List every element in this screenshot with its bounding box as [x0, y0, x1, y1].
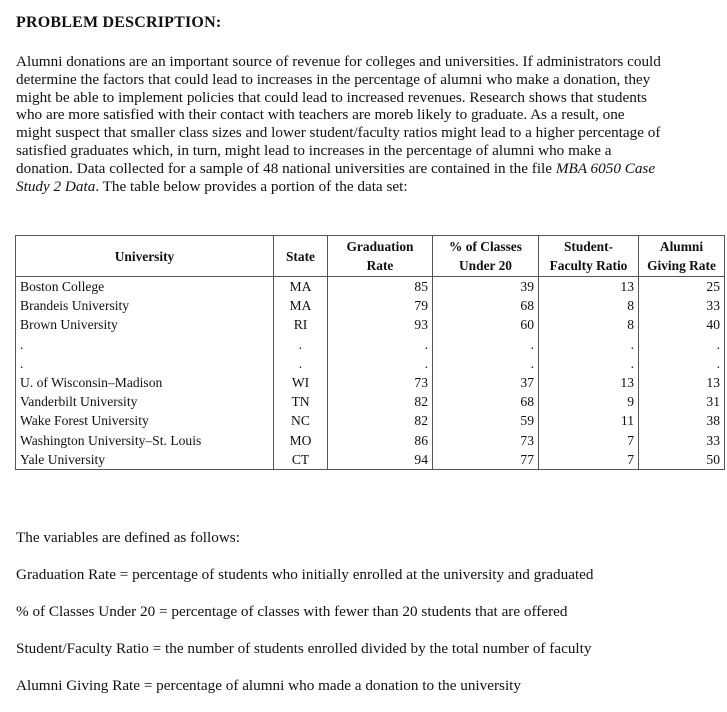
- cell-classes-under-20: 68: [433, 296, 539, 315]
- cell-classes-under-20: 77: [433, 450, 539, 470]
- cell-classes-under-20: 68: [433, 392, 539, 411]
- cell-graduation-rate: 82: [328, 411, 433, 430]
- cell-state: MA: [274, 277, 328, 297]
- cell-student-faculty-ratio: 13: [539, 373, 639, 392]
- table-header-row: [16, 236, 725, 277]
- cell-state: RI: [274, 315, 328, 334]
- definitions-intro: The variables are defined as follows:: [16, 529, 240, 546]
- definition-alumni-giving-rate: Alumni Giving Rate = percentage of alumni who made a donation to the university: [16, 677, 521, 694]
- cell-student-faculty-ratio: 11: [539, 411, 639, 430]
- cell-state: MA: [274, 296, 328, 315]
- cell-university: U. of Wisconsin–Madison: [16, 373, 274, 392]
- cell-university: Washington University–St. Louis: [16, 431, 274, 450]
- ellipsis-cell: .: [639, 335, 725, 354]
- paragraph-line: satisfied graduates which, in turn, might lead to increases in the percentage of alumni who make a: [16, 141, 612, 159]
- cell-graduation-rate: 93: [328, 315, 433, 334]
- header-university: University: [16, 236, 274, 277]
- cell-alumni-giving-rate: 33: [639, 431, 725, 450]
- table-row: [16, 431, 725, 450]
- cell-graduation-rate: 86: [328, 431, 433, 450]
- table-row: [16, 373, 725, 392]
- cell-graduation-rate: 79: [328, 296, 433, 315]
- cell-state: TN: [274, 392, 328, 411]
- ellipsis-cell: .: [16, 335, 274, 354]
- cell-alumni-giving-rate: 40: [639, 315, 725, 334]
- page-title: PROBLEM DESCRIPTION:: [16, 14, 222, 31]
- ellipsis-cell: .: [328, 354, 433, 373]
- cell-graduation-rate: 94: [328, 450, 433, 470]
- cell-classes-under-20: 59: [433, 411, 539, 430]
- cell-classes-under-20: 39: [433, 277, 539, 297]
- paragraph-line: [16, 160, 706, 178]
- table-row: [16, 392, 725, 411]
- ellipsis-cell: .: [16, 354, 274, 373]
- header-line: Giving Rate: [647, 258, 716, 273]
- ellipsis-cell: .: [328, 335, 433, 354]
- header-line: Student-: [563, 239, 614, 254]
- cell-graduation-rate: 85: [328, 277, 433, 297]
- cell-state: NC: [274, 411, 328, 430]
- definition-student-faculty-ratio: Student/Faculty Ratio = the number of students enrolled divided by the total number of faculty: [16, 640, 592, 657]
- ellipsis-cell: .: [433, 354, 539, 373]
- cell-classes-under-20: 73: [433, 431, 539, 450]
- ellipsis-row: [16, 335, 725, 354]
- cell-alumni-giving-rate: 33: [639, 296, 725, 315]
- paragraph-text: donation. Data collected for a sample of 48 national universities are contained in the file: [16, 159, 556, 177]
- file-name: MBA 6050 Case: [555, 159, 656, 177]
- cell-university: Brown University: [16, 315, 274, 334]
- ellipsis-cell: .: [433, 335, 539, 354]
- cell-university: Wake Forest University: [16, 411, 274, 430]
- cell-classes-under-20: 37: [433, 373, 539, 392]
- cell-student-faculty-ratio: 9: [539, 392, 639, 411]
- paragraph-line: [16, 178, 706, 196]
- header-state: State: [274, 236, 328, 277]
- description-paragraph: [16, 53, 706, 195]
- cell-graduation-rate: 82: [328, 392, 433, 411]
- header-line: Under 20: [459, 258, 512, 273]
- paragraph-line: might be able to implement policies that could lead to increased revenues. Research shows that students: [16, 88, 647, 106]
- header-graduation-rate: [328, 236, 433, 277]
- cell-student-faculty-ratio: 13: [539, 277, 639, 297]
- cell-university: Brandeis University: [16, 296, 274, 315]
- cell-university: Boston College: [16, 277, 274, 297]
- data-table: [15, 235, 725, 470]
- paragraph-line: might suspect that smaller class sizes and lower student/faculty ratios might lead to a higher percentage of: [16, 124, 661, 142]
- cell-state: CT: [274, 450, 328, 470]
- ellipsis-cell: .: [539, 354, 639, 373]
- file-name: Study 2 Data: [16, 177, 96, 195]
- table-row: [16, 296, 725, 315]
- table-row: [16, 315, 725, 334]
- header-line: Alumni: [659, 239, 704, 254]
- header-student-faculty-ratio: [539, 236, 639, 277]
- cell-university: Vanderbilt University: [16, 392, 274, 411]
- cell-graduation-rate: 73: [328, 373, 433, 392]
- cell-university: Yale University: [16, 450, 274, 470]
- ellipsis-row: [16, 354, 725, 373]
- cell-state: WI: [274, 373, 328, 392]
- cell-classes-under-20: 60: [433, 315, 539, 334]
- paragraph-line: Alumni donations are an important source of revenue for colleges and universities. If administrators could: [16, 53, 661, 70]
- ellipsis-cell: .: [639, 354, 725, 373]
- header-alumni-giving-rate: [639, 236, 725, 277]
- header-line: Graduation: [346, 239, 414, 254]
- cell-alumni-giving-rate: 31: [639, 392, 725, 411]
- header-line: % of Classes: [449, 239, 522, 254]
- cell-student-faculty-ratio: 7: [539, 450, 639, 470]
- table-row: [16, 411, 725, 430]
- cell-student-faculty-ratio: 8: [539, 296, 639, 315]
- cell-alumni-giving-rate: 50: [639, 450, 725, 470]
- ellipsis-cell: .: [274, 354, 328, 373]
- cell-state: MO: [274, 431, 328, 450]
- header-line: Faculty Ratio: [549, 258, 628, 273]
- ellipsis-cell: .: [539, 335, 639, 354]
- cell-alumni-giving-rate: 25: [639, 277, 725, 297]
- cell-alumni-giving-rate: 13: [639, 373, 725, 392]
- paragraph-line: who are more satisfied with their contact with teachers are moreb likely to graduate. As a result, one: [16, 106, 625, 124]
- cell-alumni-giving-rate: 38: [639, 411, 725, 430]
- paragraph-text: . The table below provides a portion of the data set:: [95, 177, 408, 195]
- definition-graduation-rate: Graduation Rate = percentage of students who initially enrolled at the university and graduated: [16, 566, 594, 583]
- table-row: [16, 277, 725, 297]
- paragraph-line: determine the factors that could lead to increases in the percentage of alumni who make a donation, they: [16, 70, 651, 88]
- ellipsis-cell: .: [274, 335, 328, 354]
- header-classes-under-20: [433, 236, 539, 277]
- cell-student-faculty-ratio: 7: [539, 431, 639, 450]
- table-row: [16, 450, 725, 470]
- definition-classes-under-20: % of Classes Under 20 = percentage of classes with fewer than 20 students that are offered: [16, 603, 568, 620]
- cell-student-faculty-ratio: 8: [539, 315, 639, 334]
- header-line: Rate: [366, 258, 394, 273]
